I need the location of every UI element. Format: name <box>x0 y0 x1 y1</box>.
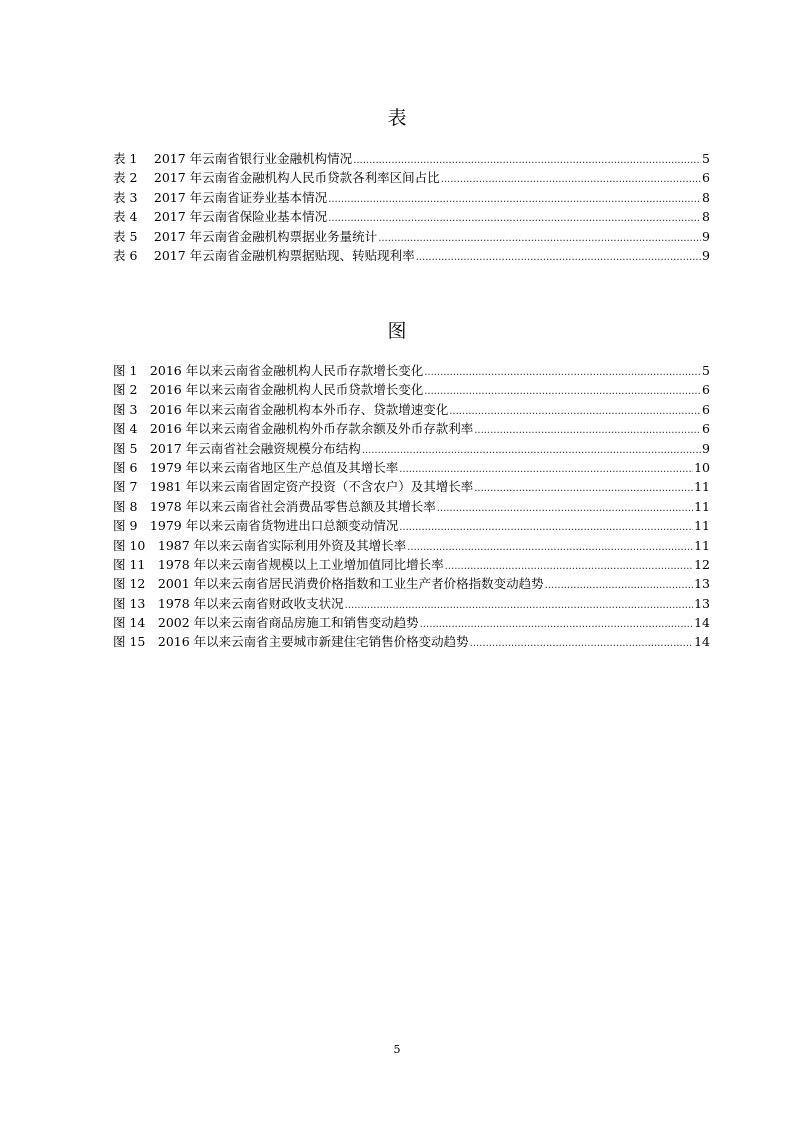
toc-entry-label: 图 1 2016 年以来云南省金融机构人民币存款增长变化 <box>113 363 424 378</box>
toc-entry-page: 14 <box>694 615 710 631</box>
toc-entry-label: 图 15 2016 年以来云南省主要城市新建住宅销售价格变动趋势 <box>113 634 469 650</box>
toc-entry-label: 表 1 2017 年云南省银行业金融机构情况 <box>113 151 353 166</box>
toc-entry-label: 表 2 2017 年云南省金融机构人民币贷款各利率区间占比 <box>113 170 440 186</box>
figure-list-entry[interactable] <box>113 594 710 613</box>
toc-entry-page: 6 <box>702 170 710 186</box>
toc-entry-page: 13 <box>694 576 710 592</box>
dot-leader <box>328 190 701 205</box>
figure-list-entry[interactable] <box>113 536 710 555</box>
dot-leader <box>420 615 693 630</box>
figure-list-entry[interactable] <box>113 574 710 593</box>
figures-section-title: 图 <box>387 320 407 342</box>
dot-leader <box>362 441 701 456</box>
toc-entry-label: 表 4 2017 年云南省保险业基本情况 <box>113 209 328 225</box>
dot-leader <box>441 170 701 185</box>
dot-leader <box>378 229 701 244</box>
toc-entry-label: 图 12 2001 年以来云南省居民消费价格指数和工业生产者价格指数变动趋势 <box>113 576 544 592</box>
dot-leader <box>407 538 693 553</box>
dot-leader <box>437 499 693 514</box>
toc-entry-label: 图 2 2016 年以来云南省金融机构人民币贷款增长变化 <box>113 382 424 398</box>
dot-leader <box>445 557 693 572</box>
figure-list-entry[interactable] <box>113 632 710 651</box>
figure-list-entry[interactable] <box>113 361 710 380</box>
toc-entry-page: 11 <box>694 498 710 514</box>
toc-entry-page: 9 <box>702 228 710 244</box>
toc-entry-label: 图 11 1978 年以来云南省规模以上工业增加值同比增长率 <box>113 556 444 572</box>
toc-entry-label: 表 5 2017 年云南省金融机构票据业务量统计 <box>113 228 378 244</box>
dot-leader <box>416 248 701 263</box>
dot-leader <box>474 421 701 436</box>
toc-entry-page: 10 <box>694 459 710 475</box>
figure-list <box>113 361 710 652</box>
toc-entry-page: 9 <box>702 247 710 263</box>
dot-leader <box>449 402 701 417</box>
toc-entry-label: 图 14 2002 年以来云南省商品房施工和销售变动趋势 <box>113 615 419 631</box>
figure-list-entry[interactable] <box>113 497 710 516</box>
toc-entry-label: 表 6 2017 年云南省金融机构票据贴现、转贴现利率 <box>113 247 415 263</box>
table-list-entry[interactable] <box>113 168 710 187</box>
toc-entry-label: 图 13 1978 年以来云南省财政收支状况 <box>113 595 344 611</box>
table-list-entry[interactable] <box>113 149 710 168</box>
dot-leader <box>328 209 701 224</box>
toc-entry-page: 14 <box>694 634 710 650</box>
dot-leader <box>545 576 693 591</box>
toc-entry-label: 图 7 1981 年以来云南省固定资产投资（不含农户）及其增长率 <box>113 479 474 495</box>
dot-leader <box>345 596 693 611</box>
toc-entry-label: 图 10 1987 年以来云南省实际利用外资及其增长率 <box>113 537 407 553</box>
dot-leader <box>353 151 701 166</box>
toc-entry-label: 图 6 1979 年以来云南省地区生产总值及其增长率 <box>113 459 399 475</box>
dot-leader <box>474 479 693 494</box>
dot-leader <box>470 634 693 649</box>
table-list-entry[interactable] <box>113 246 710 265</box>
toc-entry-label: 图 3 2016 年以来云南省金融机构本外币存、贷款增速变化 <box>113 401 449 417</box>
figure-list-entry[interactable] <box>113 400 710 419</box>
toc-entry-page: 8 <box>702 209 710 225</box>
dot-leader <box>424 363 701 378</box>
toc-entry-page: 6 <box>702 421 710 437</box>
toc-entry-page: 11 <box>694 518 710 534</box>
toc-entry-page: 11 <box>694 479 710 495</box>
toc-entry-label: 图 4 2016 年以来云南省金融机构外币存款余额及外币存款利率 <box>113 421 474 437</box>
tables-section-title: 表 <box>387 107 407 129</box>
toc-entry-page: 6 <box>702 382 710 398</box>
dot-leader <box>424 382 701 397</box>
toc-entry-page: 9 <box>702 440 710 456</box>
dot-leader <box>399 460 693 475</box>
table-list <box>113 149 710 265</box>
toc-entry-page: 5 <box>702 151 710 166</box>
figure-list-entry[interactable] <box>113 477 710 496</box>
table-list-entry[interactable] <box>113 188 710 207</box>
dot-leader <box>399 518 693 533</box>
table-list-entry[interactable] <box>113 227 710 246</box>
page-number: 5 <box>393 1043 401 1056</box>
figure-list-entry[interactable] <box>113 419 710 438</box>
toc-entry-page: 11 <box>694 537 710 553</box>
toc-entry-page: 5 <box>702 363 710 378</box>
toc-entry-page: 6 <box>702 401 710 417</box>
figure-list-entry[interactable] <box>113 458 710 477</box>
figure-list-entry[interactable] <box>113 439 710 458</box>
figure-list-entry[interactable] <box>113 516 710 535</box>
figure-list-entry[interactable] <box>113 555 710 574</box>
figure-list-entry[interactable] <box>113 380 710 399</box>
toc-entry-page: 8 <box>702 189 710 205</box>
toc-entry-page: 13 <box>694 595 710 611</box>
toc-entry-label: 图 9 1979 年以来云南省货物进出口总额变动情况 <box>113 518 399 534</box>
toc-entry-page: 12 <box>694 556 710 572</box>
toc-entry-label: 图 8 1978 年以来云南省社会消费品零售总额及其增长率 <box>113 498 436 514</box>
toc-entry-label: 图 5 2017 年云南省社会融资规模分布结构 <box>113 440 361 456</box>
table-list-entry[interactable] <box>113 207 710 226</box>
toc-entry-label: 表 3 2017 年云南省证券业基本情况 <box>113 189 328 205</box>
figure-list-entry[interactable] <box>113 613 710 632</box>
